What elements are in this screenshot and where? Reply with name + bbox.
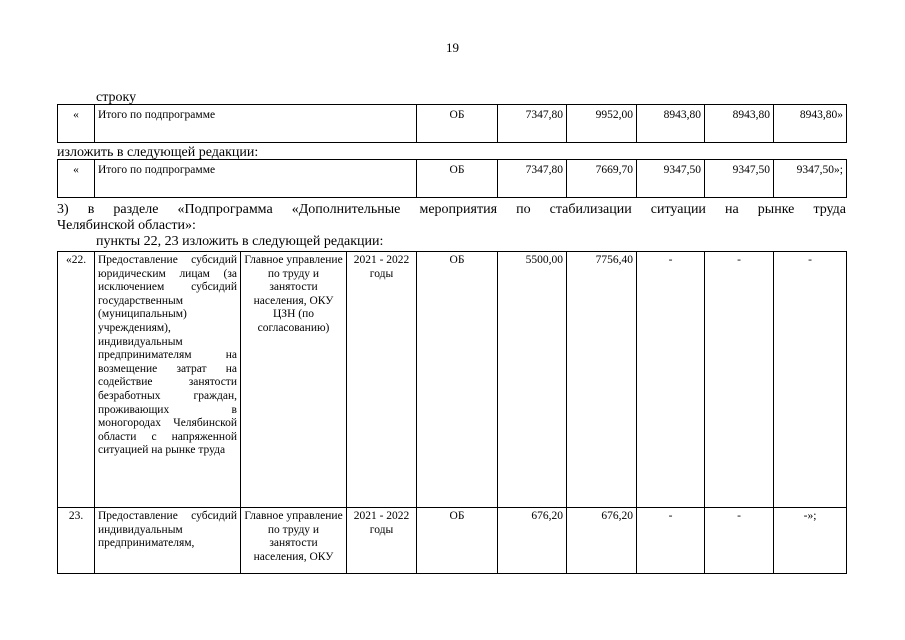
table-items — [57, 251, 847, 574]
value-cell: 9347,50»; — [774, 160, 847, 198]
paragraph-section-3-cont: Челябинской области»: — [57, 218, 196, 233]
item-description: Предоставление субсидий юридическим лицам (за исключением субсидий государственным (муниципальным) учреждениям), индивидуальным предпринимателям на возмещение затрат на содействие занятости безработных граждан, проживающих в моногородах Челябинской области с напряженной ситуацией на рынке труда — [95, 252, 241, 508]
table-row — [58, 252, 847, 508]
text-punkty: пункты 22, 23 изложить в следующей редакции: — [96, 234, 384, 249]
value-cell: 9347,50 — [705, 160, 774, 198]
quote-mark: « — [58, 105, 95, 143]
text-stroku: строку — [96, 90, 137, 105]
text-izlozhit: изложить в следующей редакции: — [57, 145, 259, 160]
total-label: Итого по подпрограмме — [95, 160, 417, 198]
item-source: ОБ — [417, 252, 498, 508]
value-cell: 9347,50 — [637, 160, 705, 198]
value-cell: - — [705, 508, 774, 574]
table-old-total — [57, 104, 847, 143]
value-cell: 8943,80» — [774, 105, 847, 143]
value-cell: 676,20 — [567, 508, 637, 574]
item-number: 23. — [58, 508, 95, 574]
value-cell: 9952,00 — [567, 105, 637, 143]
value-cell: 7669,70 — [567, 160, 637, 198]
page-number: 19 — [446, 40, 459, 55]
value-cell: -»; — [774, 508, 847, 574]
value-cell: 7347,80 — [498, 105, 567, 143]
value-cell: 7756,40 — [567, 252, 637, 508]
source-cell: ОБ — [417, 160, 498, 198]
item-source: ОБ — [417, 508, 498, 574]
total-label: Итого по подпрограмме — [95, 105, 417, 143]
item-period: 2021 - 2022 годы — [347, 508, 417, 574]
value-cell: 8943,80 — [705, 105, 774, 143]
value-cell: 8943,80 — [637, 105, 705, 143]
value-cell: - — [637, 252, 705, 508]
value-cell: 5500,00 — [498, 252, 567, 508]
quote-mark: « — [58, 160, 95, 198]
value-cell: 7347,80 — [498, 160, 567, 198]
item-period: 2021 - 2022 годы — [347, 252, 417, 508]
item-executor: Главное управление по труду и занятости населения, ОКУ — [241, 508, 347, 574]
value-cell: - — [705, 252, 774, 508]
value-cell: - — [637, 508, 705, 574]
table-row — [58, 508, 847, 574]
item-executor: Главное управление по труду и занятости населения, ОКУ ЦЗН (по согласованию) — [241, 252, 347, 508]
table-new-total — [57, 159, 847, 198]
value-cell: - — [774, 252, 847, 508]
paragraph-section-3: 3) в разделе «Подпрограмма «Дополнительные мероприятия по стабилизации ситуации на рынке труда — [57, 202, 846, 217]
item-description: Предоставление субсидий индивидуальным предпринимателям, — [95, 508, 241, 574]
value-cell: 676,20 — [498, 508, 567, 574]
source-cell: ОБ — [417, 105, 498, 143]
item-number: «22. — [58, 252, 95, 508]
